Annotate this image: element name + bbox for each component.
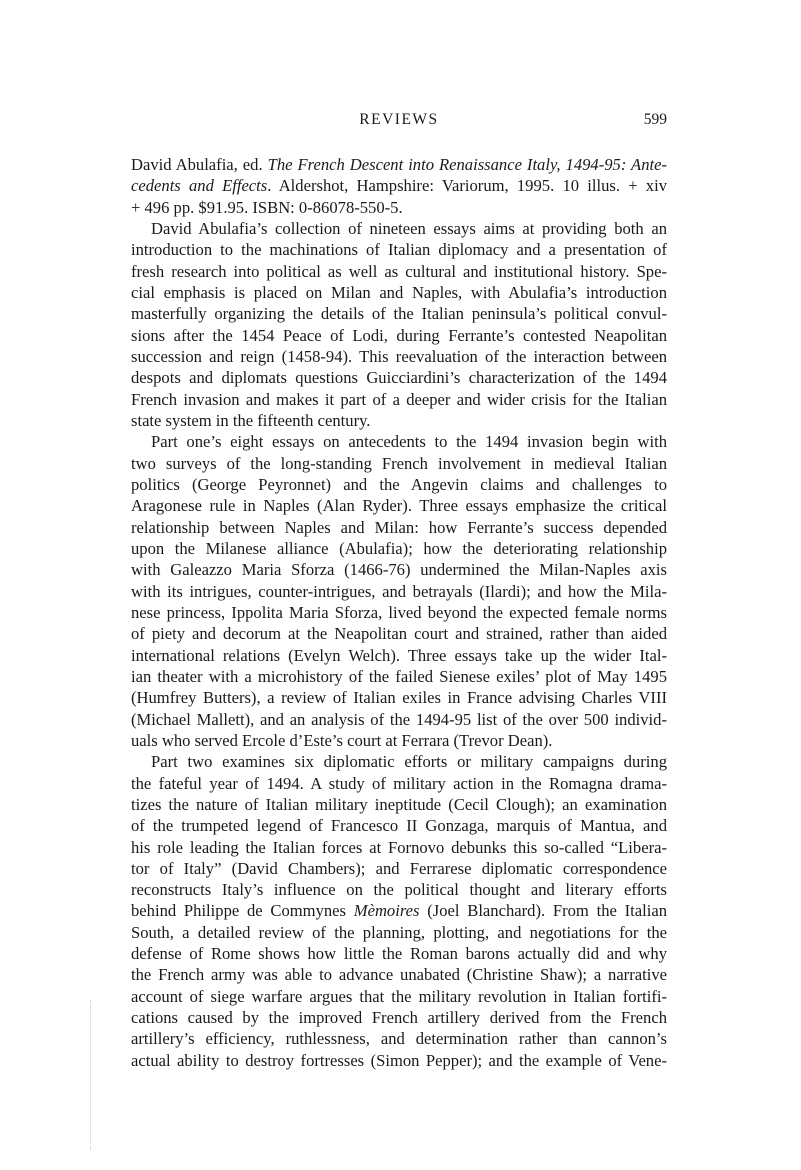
text-line [131, 815, 667, 836]
line-text: despots and diplomats questions Guicciardini’s characterization of the 1494 [131, 368, 667, 388]
line-text: Part one’s eight essays on antecedents to the 1494 invasion begin with [151, 432, 667, 452]
line-text: state system in the fifteenth century. [131, 410, 371, 430]
line-text: uals who served Ercole d’Este’s court at Ferrara (Trevor Dean). [131, 730, 553, 750]
line-text: actual ability to destroy fortresses (Simon Pepper); and the example of Vene- [131, 1050, 667, 1070]
text-line [131, 431, 667, 452]
line-text: masterfully organizing the details of the Italian peninsula’s political convul- [131, 304, 667, 324]
text-line [131, 879, 667, 900]
text-line [131, 1050, 667, 1071]
line-text: fresh research into political as well as cultural and institutional history. Spe- [131, 261, 667, 281]
line-text: introduction to the machinations of Italian diplomacy and a presentation of [131, 240, 667, 260]
line-text: upon the Milanese alliance (Abulafia); how the deteriorating relationship [131, 538, 667, 558]
line-text: reconstructs Italy’s influence on the political thought and literary efforts [131, 880, 667, 900]
line-text: of piety and decorum at the Neapolitan court and strained, rather than aided [131, 624, 667, 644]
text-line [131, 261, 667, 282]
text-line [131, 517, 667, 538]
text-line [131, 474, 667, 495]
text-line [131, 730, 667, 751]
review-text [131, 154, 667, 1071]
line-text: of the trumpeted legend of Francesco II Gonzaga, marquis of Mantua, and [131, 816, 667, 836]
text-line [131, 837, 667, 858]
line-text: tor of Italy” (David Chambers); and Ferrarese diplomatic correspondence [131, 858, 667, 878]
line-text: (Michael Mallett), and an analysis of the 1494-95 list of the over 500 individ- [131, 709, 667, 729]
line-text: cations caused by the improved French artillery derived from the French [131, 1008, 667, 1028]
running-head: REVIEWS [359, 111, 439, 128]
italic-title-text: Mèmoires [353, 901, 420, 921]
line-text: + 496 pp. $91.95. ISBN: 0-86078-550-5. [131, 197, 403, 217]
line-text: (Humfrey Butters), a review of Italian exiles in France advising Charles VIII [131, 688, 667, 708]
line-text: French invasion and makes it part of a deeper and wider crisis for the Italian [131, 389, 667, 409]
text-line [131, 325, 667, 346]
line-text: South, a detailed review of the planning, plotting, and negotiations for the [131, 922, 667, 942]
line-text: international relations (Evelyn Welch). Three essays take up the wider Ital- [131, 645, 667, 665]
page-number: 599 [643, 111, 667, 128]
text-line [131, 922, 667, 943]
text-line [131, 751, 667, 772]
line-text: cial emphasis is placed on Milan and Naples, with Abulafia’s introduction [131, 282, 667, 302]
text-line [131, 175, 667, 196]
text-line [131, 218, 667, 239]
line-text: the fateful year of 1494. A study of military action in the Romagna drama- [131, 773, 667, 793]
line-text: nese princess, Ippolita Maria Sforza, lived beyond the expected female norms [131, 602, 667, 622]
text-line [131, 645, 667, 666]
text-line [131, 986, 667, 1007]
line-text: the French army was able to advance unabated (Christine Shaw); a narrative [131, 965, 667, 985]
text-line [131, 495, 667, 516]
line-text: tizes the nature of Italian military ineptitude (Cecil Clough); an examination [131, 794, 667, 814]
text-line [131, 367, 667, 388]
text-line [131, 239, 667, 260]
text-line [131, 943, 667, 964]
line-text: account of siege warfare argues that the military revolution in Italian fortifi- [131, 986, 667, 1006]
text-line [131, 1028, 667, 1049]
text-line [131, 282, 667, 303]
line-text: behind Philippe de Commynes [131, 901, 354, 921]
line-text: ian theater with a microhistory of the failed Sienese exiles’ plot of May 1495 [131, 666, 667, 686]
line-text: with Galeazzo Maria Sforza (1466-76) undermined the Milan-Naples axis [131, 560, 667, 580]
text-line [131, 794, 667, 815]
line-text: relationship between Naples and Milan: how Ferrante’s success depended [131, 517, 667, 537]
text-line [131, 346, 667, 367]
text-line [131, 623, 667, 644]
line-text: politics (George Peyronnet) and the Angevin claims and challenges to [131, 474, 667, 494]
line-text: sions after the 1454 Peace of Lodi, during Ferrante’s contested Neapolitan [131, 325, 667, 345]
line-text: David Abulafia, ed. [131, 155, 268, 174]
text-line [131, 538, 667, 559]
line-text: Aragonese rule in Naples (Alan Ryder). Three essays emphasize the critical [131, 496, 667, 516]
line-text: two surveys of the long-standing French involvement in medieval Italian [131, 453, 667, 473]
text-line [131, 773, 667, 794]
text-line [131, 154, 667, 175]
text-line [131, 858, 667, 879]
line-text: succession and reign (1458-94). This reevaluation of the interaction between [131, 346, 667, 366]
italic-title-text: cedents and Effects [131, 176, 268, 196]
line-text: . Aldershot, Hampshire: Variorum, 1995. 10 illus. + xiv [267, 176, 667, 196]
line-text: David Abulafia’s collection of nineteen essays aims at providing both an [151, 218, 667, 238]
italic-title-text: The French Descent into Renaissance Italy, 1494-95: Ante- [267, 155, 667, 174]
text-line [131, 303, 667, 324]
text-line [131, 453, 667, 474]
line-text: his role leading the Italian forces at Fornovo debunks this so-called “Libera- [131, 837, 667, 857]
line-text: with its intrigues, counter-intrigues, and betrayals (Ilardi); and how the Mila- [131, 581, 667, 601]
text-line [131, 709, 667, 730]
text-line [131, 559, 667, 580]
text-line [131, 964, 667, 985]
text-line [131, 602, 667, 623]
line-text: Part two examines six diplomatic efforts or military campaigns during [151, 752, 667, 772]
text-line [131, 197, 667, 218]
text-line [131, 389, 667, 410]
line-text: (Joel Blanchard). From the Italian [419, 901, 667, 921]
scan-edge [90, 1000, 92, 1150]
text-line [131, 900, 667, 921]
line-text: artillery’s efficiency, ruthlessness, and determination rather than cannon’s [131, 1029, 667, 1049]
text-line [131, 1007, 667, 1028]
text-line [131, 687, 667, 708]
text-line [131, 410, 667, 431]
line-text: defense of Rome shows how little the Roman barons actually did and why [131, 944, 667, 964]
text-line [131, 581, 667, 602]
text-line [131, 666, 667, 687]
page-header [131, 111, 667, 133]
